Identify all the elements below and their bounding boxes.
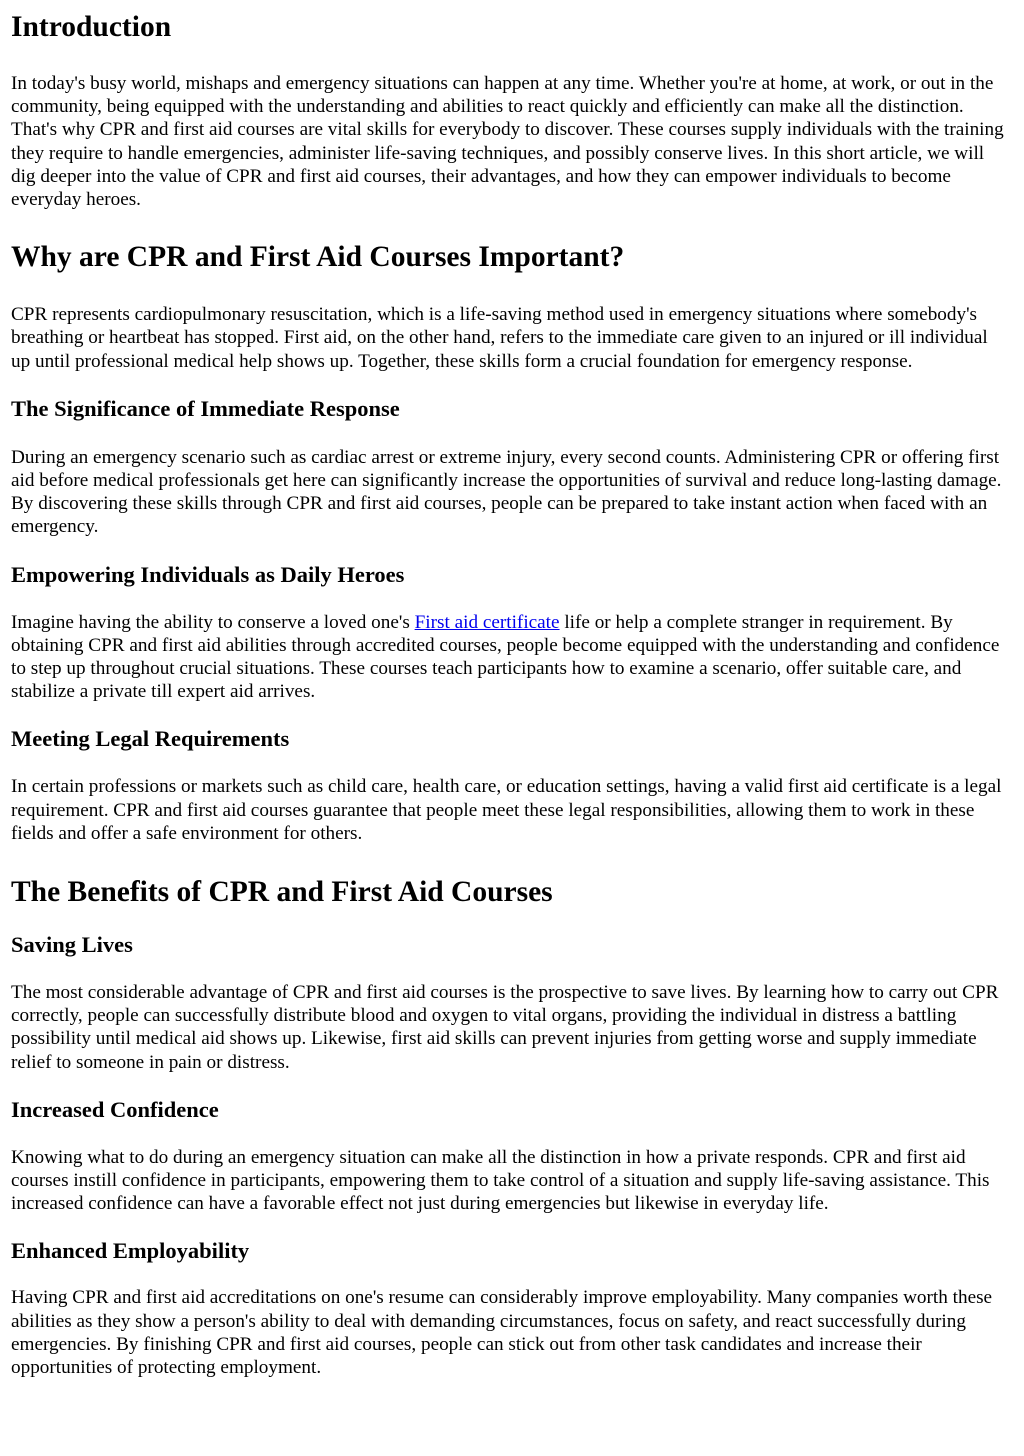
paragraph-immediate-response: During an emergency scenario such as cardiac arrest or extreme injury, every second counts. Administering CPR or offering first aid before medical professionals get here can significantly increase the opportunities of survival and reduce long-lasting damage. By discovering these skills through CPR and first aid courses, people can be prepared to take instant action when faced with an emergency. [11, 446, 1002, 538]
heading-immediate-response: The Significance of Immediate Response [11, 395, 400, 421]
paragraph-text-after-link: life or help a complete stranger in requirement. By obtaining CPR and first aid abilities through accredited courses, people become equipped with the understanding and confidence to step up throughout crucial situations. These courses teach participants how to examine a scenario, offer suitable care, and stabilize a private till expert aid arrives. [11, 611, 1000, 703]
heading-why-important: Why are CPR and First Aid Courses Important? [11, 241, 625, 274]
article [0, 10, 1024, 1379]
paragraph-daily-heroes [11, 611, 1010, 704]
paragraph-increased-confidence: Knowing what to do during an emergency situation can make all the distinction in how a private responds. CPR and first aid courses instill confidence in participants, empowering them to take control of a situation and supply life-saving assistance. This increased confidence can have a favorable effect not just during emergencies but likewise in everyday life. [11, 1146, 990, 1215]
first-aid-certificate-link[interactable]: First aid certificate [414, 611, 560, 633]
heading-legal-requirements: Meeting Legal Requirements [11, 726, 290, 752]
heading-increased-confidence: Increased Confidence [11, 1096, 219, 1122]
heading-saving-lives: Saving Lives [11, 932, 133, 958]
paragraph-employability: Having CPR and first aid accreditations on one's resume can considerably improve employability. Many companies worth these abilities as they show a person's ability to deal with demanding circumstances, focus on safety, and react successfully during emergencies. By finishing CPR and first aid courses, people can stick out from other task candidates and increase their opportunities of protecting employment. [11, 1287, 993, 1379]
paragraph-why-important: CPR represents cardiopulmonary resuscitation, which is a life-saving method used in emergency situations where somebody's breathing or heartbeat has stopped. First aid, on the other hand, refers to the immediate care given to an injured or ill individual up until professional medical help shows up. Together, these skills form a crucial foundation for emergency response. [11, 304, 988, 372]
paragraph-introduction: In today's busy world, mishaps and emergency situations can happen at any time. Whether you're at home, at work, or out in the community, being equipped with the understanding and abilities to react quickly and efficiently can make all the distinction. That's why CPR and first aid courses are vital skills for everybody to discover. These courses supply individuals with the training they require to handle emergencies, administer life-saving techniques, and possibly conserve lives. In this short article, we will dig deeper into the value of CPR and first aid courses, their advantages, and how they can empower individuals to become everyday heroes. [11, 73, 1004, 211]
heading-employability: Enhanced Employability [11, 1238, 250, 1264]
heading-benefits: The Benefits of CPR and First Aid Courses [11, 876, 553, 909]
paragraph-text-before-link: Imagine having the ability to conserve a loved one's [11, 611, 415, 633]
paragraph-saving-lives: The most considerable advantage of CPR and first aid courses is the prospective to save lives. By learning how to carry out CPR correctly, people can successfully distribute blood and oxygen to vital organs, providing the individual in distress a battling possibility until medical aid shows up. Likewise, first aid skills can prevent injuries from getting worse and supply immediate relief to someone in pain or distress. [11, 982, 999, 1073]
paragraph-legal-requirements: In certain professions or markets such as child care, health care, or education settings, having a valid first aid certificate is a legal requirement. CPR and first aid courses guarantee that people meet these legal responsibilities, allowing them to work in these fields and offer a safe environment for others. [11, 776, 1002, 844]
heading-introduction: Introduction [11, 11, 172, 43]
heading-daily-heroes: Empowering Individuals as Daily Heroes [11, 561, 405, 587]
